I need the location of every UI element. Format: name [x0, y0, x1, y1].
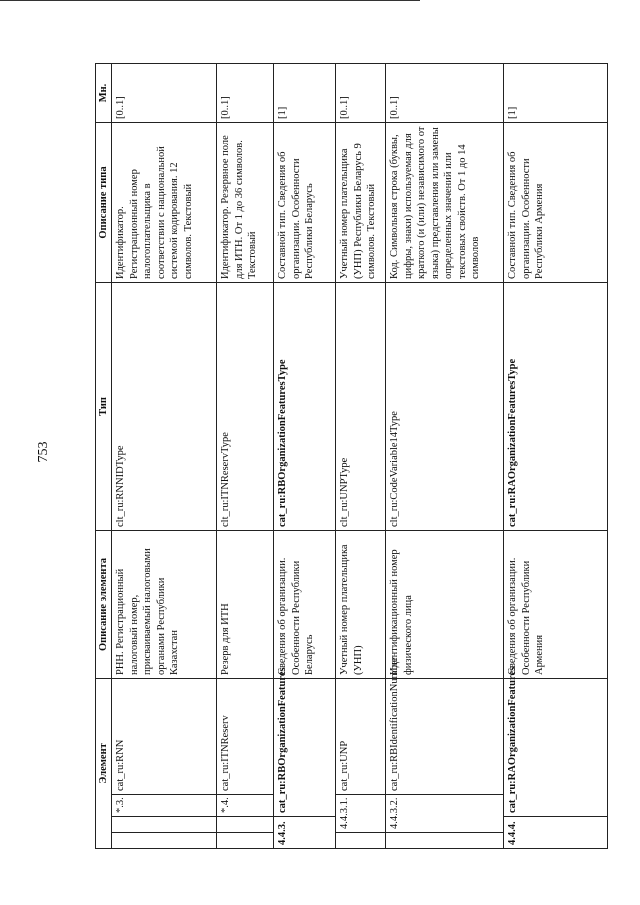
- row-number: 4.4.4.: [504, 817, 608, 849]
- row-description: Учетный номер плательщика (УНП): [336, 531, 386, 679]
- row-type-description: Идентификатор. Резервное поле для ИТН. От 1 до 36 символов. Текстовый: [217, 123, 274, 283]
- indent-cell: [217, 833, 274, 849]
- header-element: Элемент: [96, 679, 112, 849]
- row-element-name: cat_ru:RBIdentificationNumber: [386, 679, 504, 795]
- indent-cell: [112, 833, 217, 849]
- row-type: clt_ru:CodeVariable14Type: [386, 283, 504, 531]
- row-element-name: cat_ru:RAOrganizationFeatures: [504, 679, 608, 817]
- page-top-rule: [0, 0, 420, 1]
- row-element-name: cat_ru:UNP: [336, 679, 386, 795]
- row-description: Идентификационный номер физического лица: [386, 531, 504, 679]
- element-table: [95, 63, 608, 849]
- row-number: *.4.: [217, 795, 274, 817]
- table-row: [112, 64, 217, 849]
- row-description: Резерв для ИТН: [217, 531, 274, 679]
- row-number: 4.4.3.2.: [386, 795, 504, 833]
- row-multiplicity: [0..1]: [217, 64, 274, 123]
- page-number: 753: [36, 441, 51, 463]
- header-multiplicity: Мн.: [96, 64, 112, 123]
- indent-cell: [217, 817, 274, 833]
- row-description: РНН. Регистрационный налоговый номер, присваиваемый налоговыми органами Республики Казахстан: [112, 531, 217, 679]
- table-row: [386, 64, 504, 849]
- indent-cell: [386, 833, 504, 849]
- row-description: Сведения об организации. Особенности Республики Беларусь: [274, 531, 336, 679]
- table-row: [217, 64, 274, 849]
- row-element-name: cat_ru:RNN: [112, 679, 217, 795]
- row-number: *.3.: [112, 795, 217, 817]
- header-type: Тип: [96, 283, 112, 531]
- table-row: [274, 64, 336, 849]
- header-type-description: Описание типа: [96, 123, 112, 283]
- row-type-description: Составной тип. Сведения об организации. Особенности Республики Армения: [504, 123, 608, 283]
- table-row: [336, 64, 386, 849]
- row-type-description: Код. Символьная строка (буквы, цифры, знаки) используемая для краткого (и (или) независимого от языка) представления или замены определенных значений или текстовых свойств. От 1 до 14 символов: [386, 123, 504, 283]
- row-element-name: cat_ru:ITNReserv: [217, 679, 274, 795]
- row-type-description: Учетный номер плательщика (УНП) Республики Беларусь 9 символов. Текстовый: [336, 123, 386, 283]
- row-type: clt_ru:ITNReservType: [217, 283, 274, 531]
- header-description: Описание элемента: [96, 531, 112, 679]
- row-element-name: cat_ru:RBOrganizationFeatures: [274, 679, 336, 817]
- table-header-row: [96, 64, 112, 849]
- row-type-description: Составной тип. Сведения об организации. Особенности Республики Беларусь: [274, 123, 336, 283]
- row-type-description: Идентификатор. Регистрационный номер налогоплательщика в соответствии с национальной системой кодирования. 12 символов. Текстовый: [112, 123, 217, 283]
- row-multiplicity: [0..1]: [112, 64, 217, 123]
- row-number: 4.4.3.1.: [336, 795, 386, 833]
- indent-cell: [112, 817, 217, 833]
- row-multiplicity: [0..1]: [336, 64, 386, 123]
- row-type: clt_ru:RNNIDType: [112, 283, 217, 531]
- indent-cell: [336, 833, 386, 849]
- row-multiplicity: [0..1]: [386, 64, 504, 123]
- row-number: 4.4.3.: [274, 817, 336, 849]
- row-type: clt_ru:UNPType: [336, 283, 386, 531]
- row-description: Сведения об организации. Особенности Республики Армения: [504, 531, 608, 679]
- row-type: cat_ru:RBOrganizationFeaturesType: [274, 283, 336, 531]
- row-type: cat_ru:RAOrganizationFeaturesType: [504, 283, 608, 531]
- table-row: [504, 64, 608, 849]
- row-multiplicity: [1]: [274, 64, 336, 123]
- row-multiplicity: [1]: [504, 64, 608, 123]
- rotated-table-container: [95, 64, 607, 849]
